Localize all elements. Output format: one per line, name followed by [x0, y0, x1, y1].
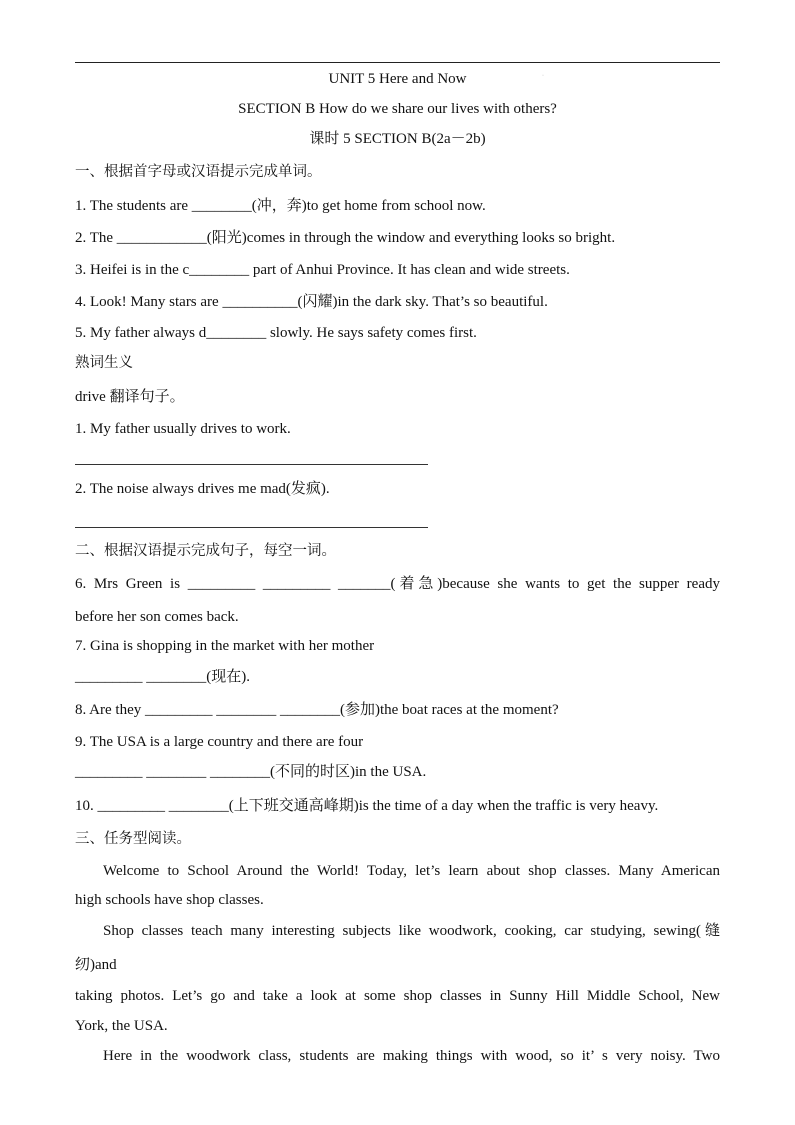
question-7-cont: _________ ________(现在). [75, 669, 250, 685]
reading-line-4: 纫)and [75, 957, 117, 973]
unit-title: UNIT 5 Here and Now [328, 71, 467, 87]
reading-line-6: York, the USA. [75, 1018, 168, 1034]
familiar-heading: 熟词生义 [75, 355, 133, 371]
lesson-title: 课时 5 SECTION B(2a－2b) [309, 131, 486, 147]
translate-sentence-1: 1. My father usually drives to work. [75, 421, 291, 437]
question-6: 6. Mrs Green is _________ _________ _______(着急)because she wants to get the supper ready [75, 576, 720, 592]
question-8: 8. Are they _________ ________ ________(参加)the boat races at the moment? [75, 702, 559, 718]
scan-mark: · [542, 73, 544, 79]
question-5: 5. My father always d________ slowly. He says safety comes first. [75, 325, 477, 341]
reading-line-7: Here in the woodwork class, students are making things with wood, so it’ s very noisy. Two [103, 1048, 720, 1064]
question-9: 9. The USA is a large country and there are four [75, 734, 364, 750]
reading-line-3: Shop classes teach many interesting subjects like woodwork, cooking, car studying, sewing(缝 [103, 923, 720, 939]
answer-line-1 [75, 464, 428, 465]
answer-line-2 [75, 527, 428, 528]
question-3: 3. Heifei is in the c________ part of Anhui Province. It has clean and wide streets. [75, 262, 570, 278]
question-9-cont: _________ ________ ________(不同的时区)in the USA. [75, 764, 427, 780]
question-7: 7. Gina is shopping in the market with her mother [75, 638, 375, 654]
part1-heading: 一、根据首字母或汉语提示完成单词。 [75, 164, 322, 180]
reading-line-5: taking photos. Let’s go and take a look at some shop classes in Sunny Hill Middle School, New [75, 988, 720, 1004]
reading-line-1: Welcome to School Around the World! Today, let’s learn about shop classes. Many American [103, 863, 720, 879]
translate-sentence-2: 2. The noise always drives me mad(发疯). [75, 481, 330, 497]
familiar-subheading: drive 翻译句子。 [75, 389, 185, 405]
reading-line-2: high schools have shop classes. [75, 892, 264, 908]
question-1: 1. The students are ________(冲，奔)to get home from school now. [75, 198, 486, 214]
section-title: SECTION B How do we share our lives with others? [238, 101, 557, 117]
question-6-cont: before her son comes back. [75, 609, 239, 625]
question-2: 2. The ____________(阳光)comes in through the window and everything looks so bright. [75, 230, 616, 246]
question-10: 10. _________ ________(上下班交通高峰期)is the time of a day when the traffic is very heavy. [75, 798, 659, 814]
part3-heading: 三、任务型阅读。 [75, 831, 191, 847]
part2-heading: 二、根据汉语提示完成句子，每空一词。 [75, 543, 336, 559]
header-rule [75, 62, 720, 63]
question-4: 4. Look! Many stars are __________(闪耀)in the dark sky. That’s so beautiful. [75, 294, 548, 310]
